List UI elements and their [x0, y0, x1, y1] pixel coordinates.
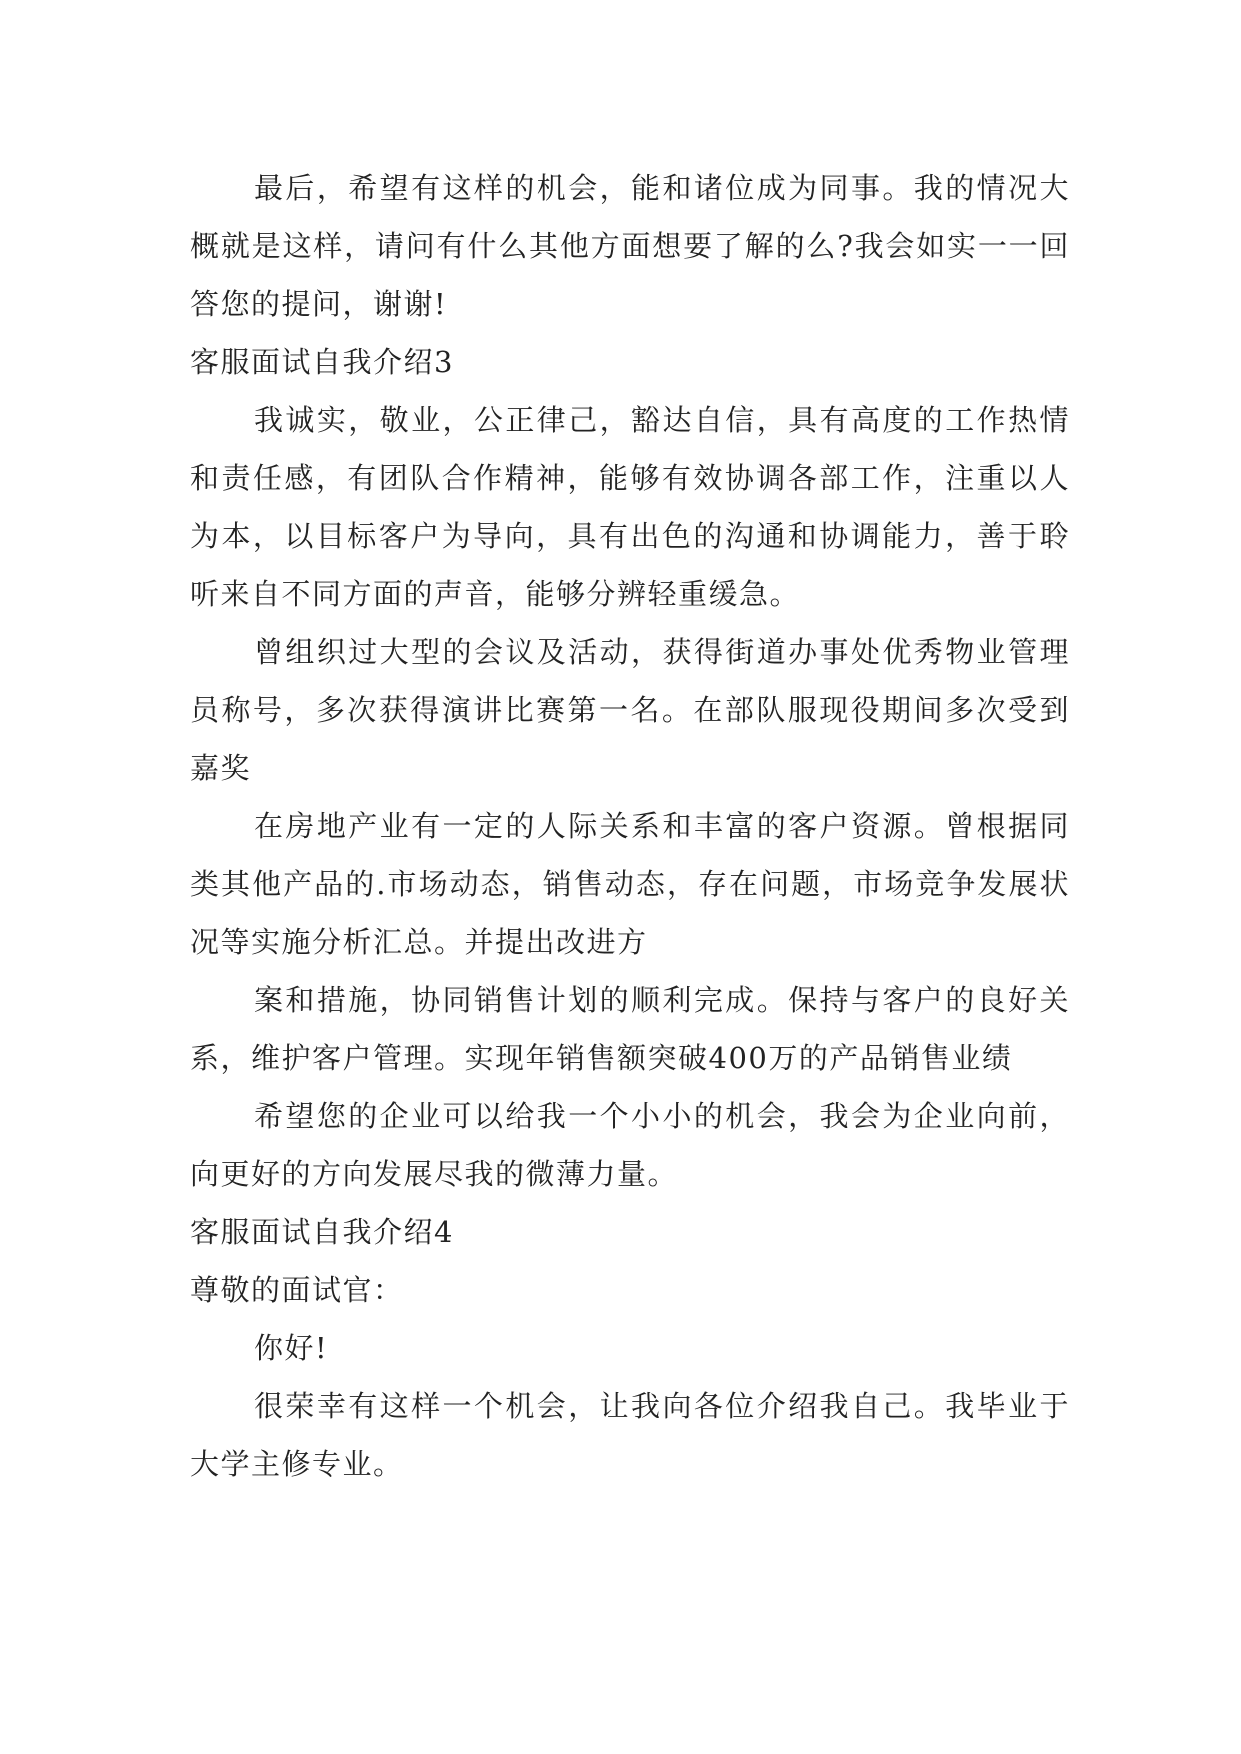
paragraph-personality: 我诚实，敬业，公正律己，豁达自信，具有高度的工作热情和责任感，有团队合作精神，能够有效协调各部工作，注重以人为本，以目标客户为导向，具有出色的沟通和协调能力，善于聆听来自不同方面的声音，能够分辨轻重缓急。 — [190, 403, 1070, 611]
paragraph-achievements: 曾组织过大型的会议及活动，获得街道办事处优秀物业管理员称号，多次获得演讲比赛第一名。在部队服现役期间多次受到嘉奖 — [190, 635, 1070, 785]
paragraph-intro: 很荣幸有这样一个机会，让我向各位介绍我自己。我毕业于大学主修专业。 — [190, 1389, 1070, 1481]
document-body — [190, 159, 1070, 1493]
paragraph-hope: 希望您的企业可以给我一个小小的机会，我会为企业向前，向更好的方向发展尽我的微薄力量。 — [190, 1099, 1070, 1191]
greeting: 你好! — [254, 1331, 329, 1365]
section-heading-3: 客服面试自我介绍3 — [190, 345, 454, 379]
paragraph-closing: 最后，希望有这样的机会，能和诸位成为同事。我的情况大概就是这样，请问有什么其他方面想要了解的么?我会如实一一回答您的提问，谢谢! — [190, 171, 1070, 321]
paragraph-real-estate: 在房地产业有一定的人际关系和丰富的客户资源。曾根据同类其他产品的.市场动态，销售动态，存在问题，市场竞争发展状况等实施分析汇总。并提出改进方 — [190, 809, 1070, 959]
paragraph-sales: 案和措施，协同销售计划的顺利完成。保持与客户的良好关系，维护客户管理。实现年销售额突破400万的产品销售业绩 — [190, 983, 1070, 1075]
salutation: 尊敬的面试官： — [190, 1273, 404, 1307]
section-heading-4: 客服面试自我介绍4 — [190, 1215, 454, 1249]
